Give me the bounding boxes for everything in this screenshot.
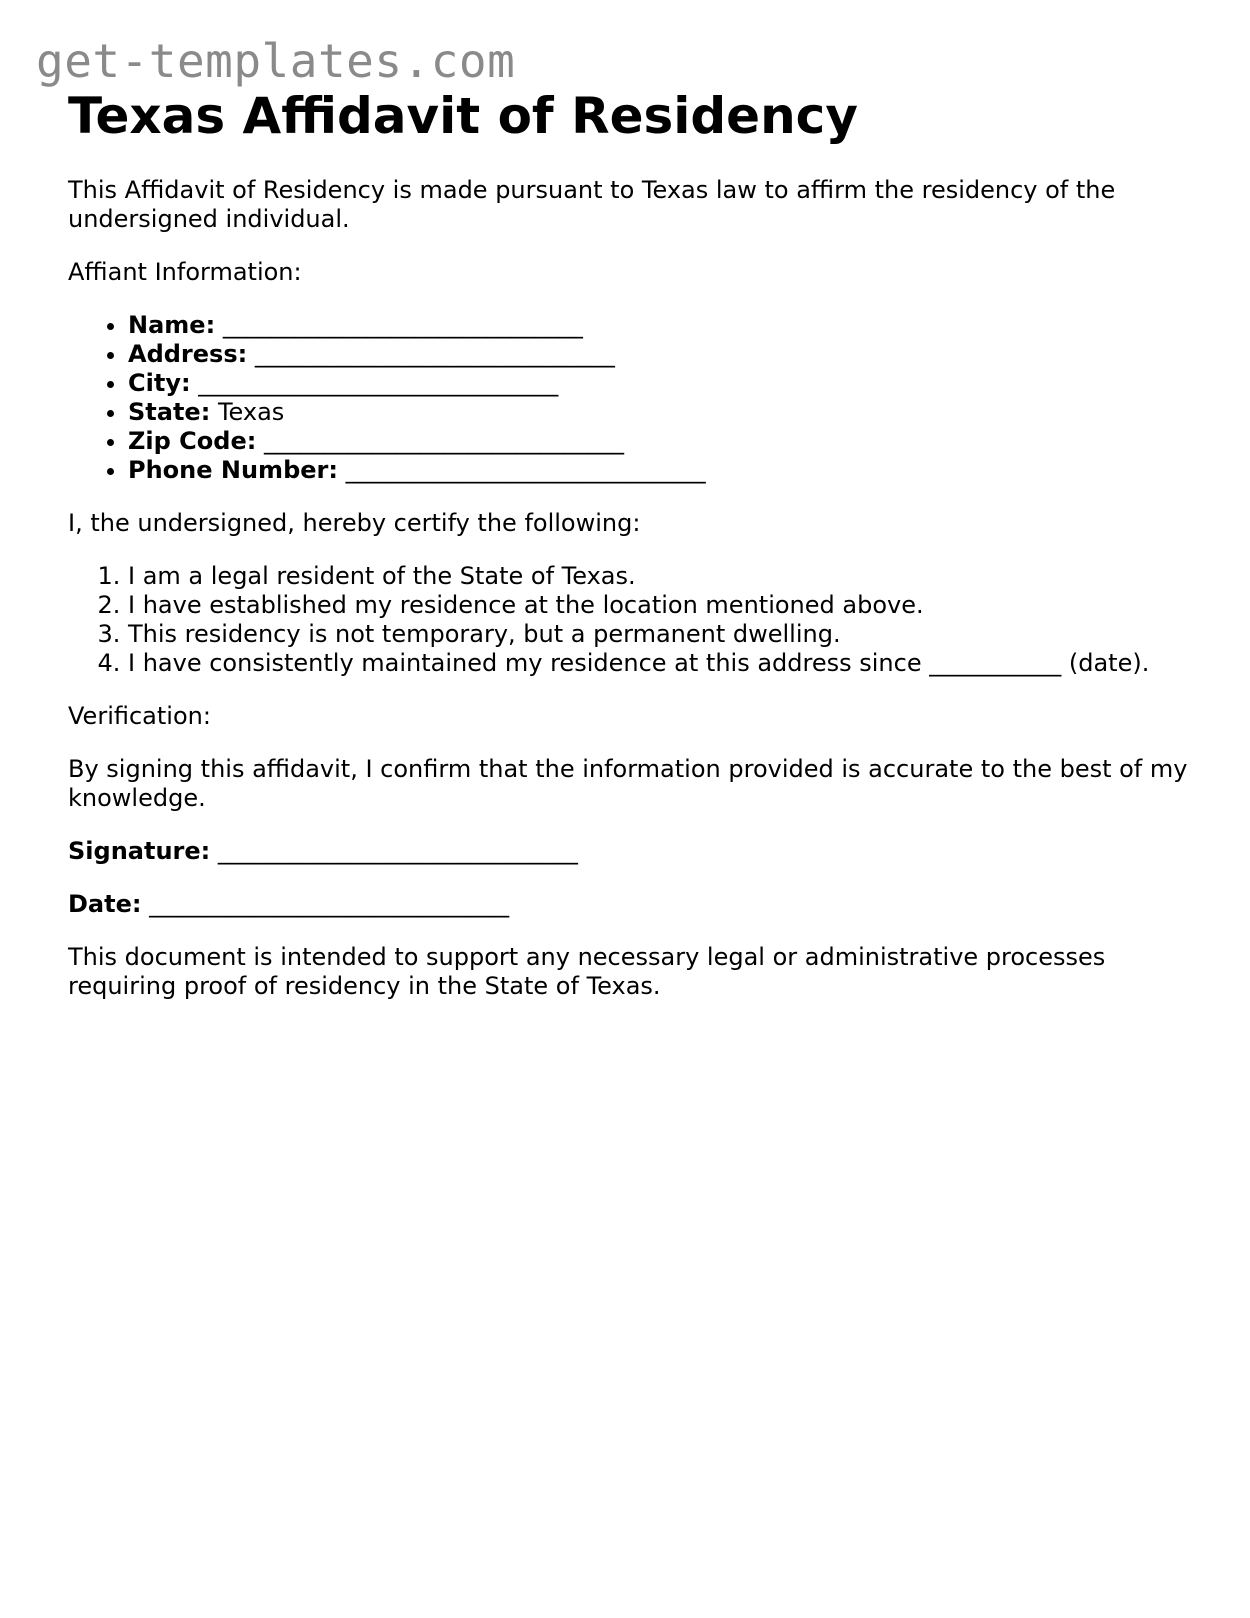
certifications-list [68,562,1188,678]
certification-item: 2. I have established my residence at the location mentioned above. [128,591,1188,620]
signature-line [68,837,1188,866]
field-label: Name: [128,311,216,339]
date-blank: ______________________________ [149,890,510,918]
field-value: ______________________________ [254,340,615,368]
intro-paragraph: This Affidavit of Residency is made pursuant to Texas law to affirm the residency of the undersigned individual. [68,176,1116,233]
field-phone-number [128,456,1188,485]
affiant-heading: Affiant Information: [68,258,302,286]
certify-heading: I, the undersigned, hereby certify the following: [68,509,641,537]
watermark: get-templates.com [36,34,516,88]
field-address [128,340,1188,369]
field-zip-code [128,427,1188,456]
closing-paragraph: This document is intended to support any necessary legal or administrative processes requiring proof of residency in the State of Texas. [68,943,1106,1000]
date-line [68,890,1188,919]
field-label: Phone Number: [128,456,338,484]
field-label: State: [128,398,211,426]
verification-paragraph: By signing this affidavit, I confirm that the information provided is accurate to the best of my knowledge. [68,755,1188,812]
signature-label: Signature: [68,837,211,865]
signature-blank: ______________________________ [217,837,578,865]
document-title: Texas Affidavit of Residency [68,87,858,145]
field-value: ______________________________ [222,311,583,339]
field-value: Texas [217,398,285,426]
verification-heading: Verification: [68,702,211,730]
document-page [68,86,1188,1001]
field-value: ______________________________ [263,427,624,455]
field-value: ______________________________ [345,456,706,484]
certification-item: 1. I am a legal resident of the State of Texas. [128,562,1188,591]
field-label: Zip Code: [128,427,257,455]
field-label: City: [128,369,191,397]
field-label: Address: [128,340,248,368]
certification-item: 3. This residency is not temporary, but a permanent dwelling. [128,620,1188,649]
affiant-fields-list [68,311,1188,485]
field-state [128,398,1188,427]
field-name [128,311,1188,340]
field-value: ______________________________ [198,369,559,397]
field-city [128,369,1188,398]
certification-item: 4. I have consistently maintained my residence at this address since ___________ (date). [128,649,1188,678]
date-label: Date: [68,890,142,918]
